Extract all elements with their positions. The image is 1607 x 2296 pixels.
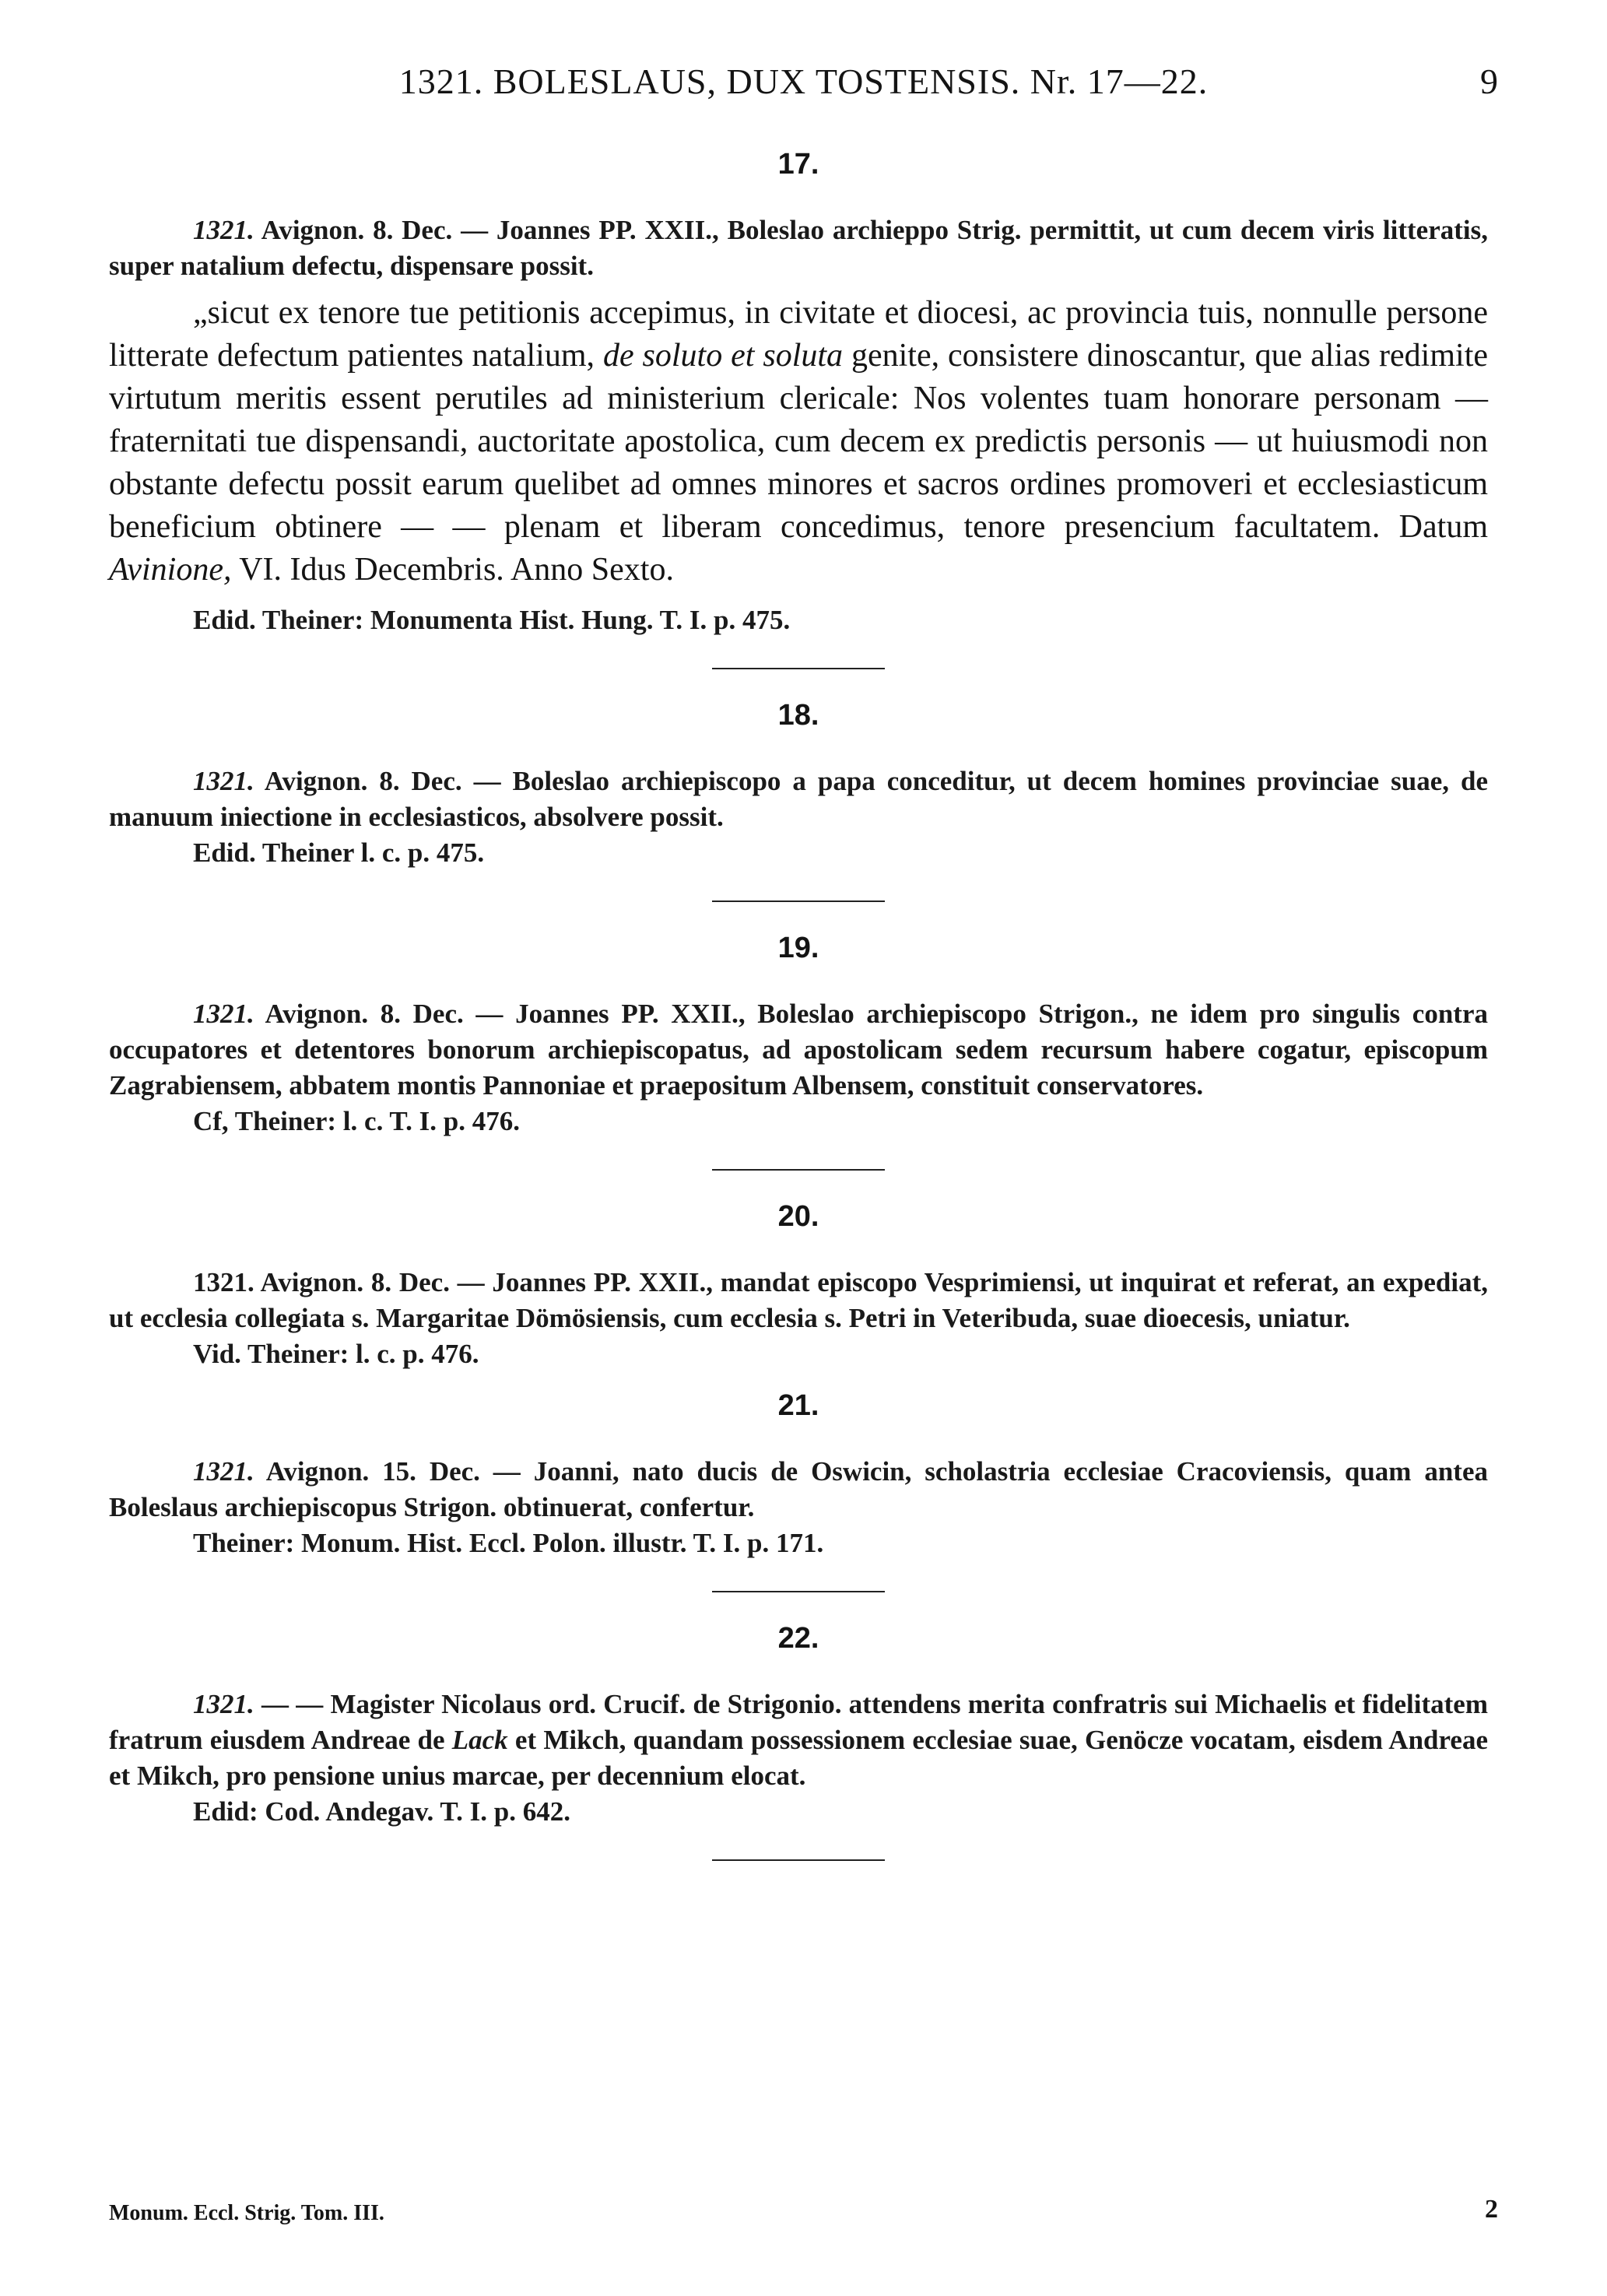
entry-number: 18. — [777, 699, 819, 732]
edition-note: Edid. Theiner l. c. p. 475. — [193, 837, 485, 868]
text-part: „sicut ex tenore tue petitionis accepimus, in civitate et diocesi, ac provincia tuis, nonnulle persone litterate defectum patientes natalium, — [109, 295, 1488, 374]
regest-text: Avignon. 8. Dec. — Joannes PP. XXII., Boleslao archiepiscopo Strigon., ne idem pro singulis contra occupatores et detentores bonorum archiepiscopatus, ad apostolicam sedem recursum habere cogatur, episcopum Zagrabiensem, abbatem montis Pannoniae et praepositum Albensem, constituit conservatores. — [109, 999, 1488, 1101]
entry-regest — [109, 1454, 1488, 1525]
regest-text: Avignon. 15. Dec. — Joanni, nato ducis de Oswicin, scholastria ecclesiae Cracoviensis, quam antea Boleslaus archiepiscopus Strigon. obtinuerat, confertur. — [109, 1456, 1488, 1522]
separator-rule — [712, 1591, 885, 1592]
entry-number: 17. — [777, 148, 819, 181]
entry-18 — [109, 699, 1488, 871]
entry-19 — [109, 932, 1488, 1139]
entry-regest — [109, 1687, 1488, 1794]
document-text — [109, 292, 1488, 592]
entry-number: 22. — [777, 1622, 819, 1655]
entry-year: 1321. — [193, 1689, 254, 1719]
separator-rule — [712, 668, 885, 669]
entry-number: 20. — [777, 1200, 819, 1233]
edition-note: Theiner: Monum. Hist. Eccl. Polon. illustr. T. I. p. 171. — [193, 1528, 824, 1558]
entry-number: 21. — [777, 1389, 819, 1422]
text-part: genite, consistere dinoscantur, que alias redimite virtutum meritis essent perutiles ad ministerium clericale: Nos volentes tuam honorare personam — fraternitati tue dispensandi, auctoritate apostolica, cum decem ex predictis personis — ut huiusmodi non obstante defectu possit earum quelibet ad omnes minores et sacros ordines promoveri et ecclesiasticum beneficium obtinere — — plenam et liberam concedimus, tenore presencium facultatem. Datum — [109, 338, 1488, 545]
entry-21 — [109, 1389, 1488, 1561]
regest-text: Avignon. 8. Dec. — Boleslao archiepiscopo a papa conceditur, ut decem homines provinciae suae, de manuum iniectione in ecclesiasticos, absolvere possit. — [109, 766, 1488, 832]
regest-italic: Lack — [451, 1725, 508, 1755]
entry-22 — [109, 1622, 1488, 1830]
text-italic: de soluto et soluta — [602, 338, 844, 374]
entry-year: 1321. — [193, 1456, 254, 1487]
entry-17 — [109, 148, 1488, 638]
separator-rule — [712, 1169, 885, 1171]
entry-20 — [109, 1200, 1488, 1372]
entry-year: 1321. — [193, 215, 254, 245]
footer-signature: Monum. Eccl. Strig. Tom. III. — [109, 2201, 384, 2225]
text-italic: Avinione, — [109, 552, 232, 588]
separator-rule — [712, 1859, 885, 1861]
page-number: 9 — [1480, 61, 1498, 101]
entry-number: 19. — [777, 932, 819, 964]
entry-year: 1321. — [193, 999, 254, 1029]
entry-regest — [109, 996, 1488, 1104]
text-part: VI. Idus Decembris. Anno Sexto. — [231, 552, 674, 588]
edition-note: Edid: Cod. Andegav. T. I. p. 642. — [193, 1796, 570, 1827]
entry-year: 1321. — [193, 1267, 254, 1297]
regest-text: — — Magister Nicolaus ord. Crucif. de Strigonio. attendens merita confratris sui Michaelis et fidelitatem fratrum eiusdem Andreae de — [109, 1689, 1488, 1755]
regest-text: Avignon. 8. Dec. — Joannes PP. XXII., mandat episcopo Vesprimiensi, ut inquirat et referat, an expediat, ut ecclesia collegiata s. Margaritae Dömösiensis, cum ecclesia s. Petri in Veteribuda, suae dioecesis, uniatur. — [109, 1267, 1488, 1333]
edition-note: Edid. Theiner: Monumenta Hist. Hung. T. I. p. 475. — [193, 605, 791, 635]
page-footer — [109, 2195, 1498, 2234]
document-body — [109, 148, 1488, 1891]
edition-note: Vid. Theiner: l. c. p. 476. — [193, 1339, 479, 1369]
footer-sheet-number: 2 — [1485, 2195, 1498, 2224]
edition-note: Cf, Theiner: l. c. T. I. p. 476. — [193, 1106, 521, 1136]
entry-regest — [109, 764, 1488, 835]
running-head — [109, 61, 1498, 115]
entry-year: 1321. — [193, 766, 254, 796]
entry-regest — [109, 1265, 1488, 1336]
entry-regest — [109, 212, 1488, 284]
regest-text: et Mikch, quandam possessionem ecclesiae suae, Genöcze vocatam, eisdem Andreae et Mikch, pro pensione unius marcae, per decennium elocat. — [109, 1725, 1488, 1791]
regest-text: Avignon. 8. Dec. — Joannes PP. XXII., Boleslao archieppo Strig. permittit, ut cum decem viris litteratis, super natalium defectu, dispensare possit. — [109, 215, 1488, 281]
running-title: 1321. BOLESLAUS, DUX TOSTENSIS. Nr. 17—22. — [398, 61, 1209, 101]
separator-rule — [712, 900, 885, 902]
